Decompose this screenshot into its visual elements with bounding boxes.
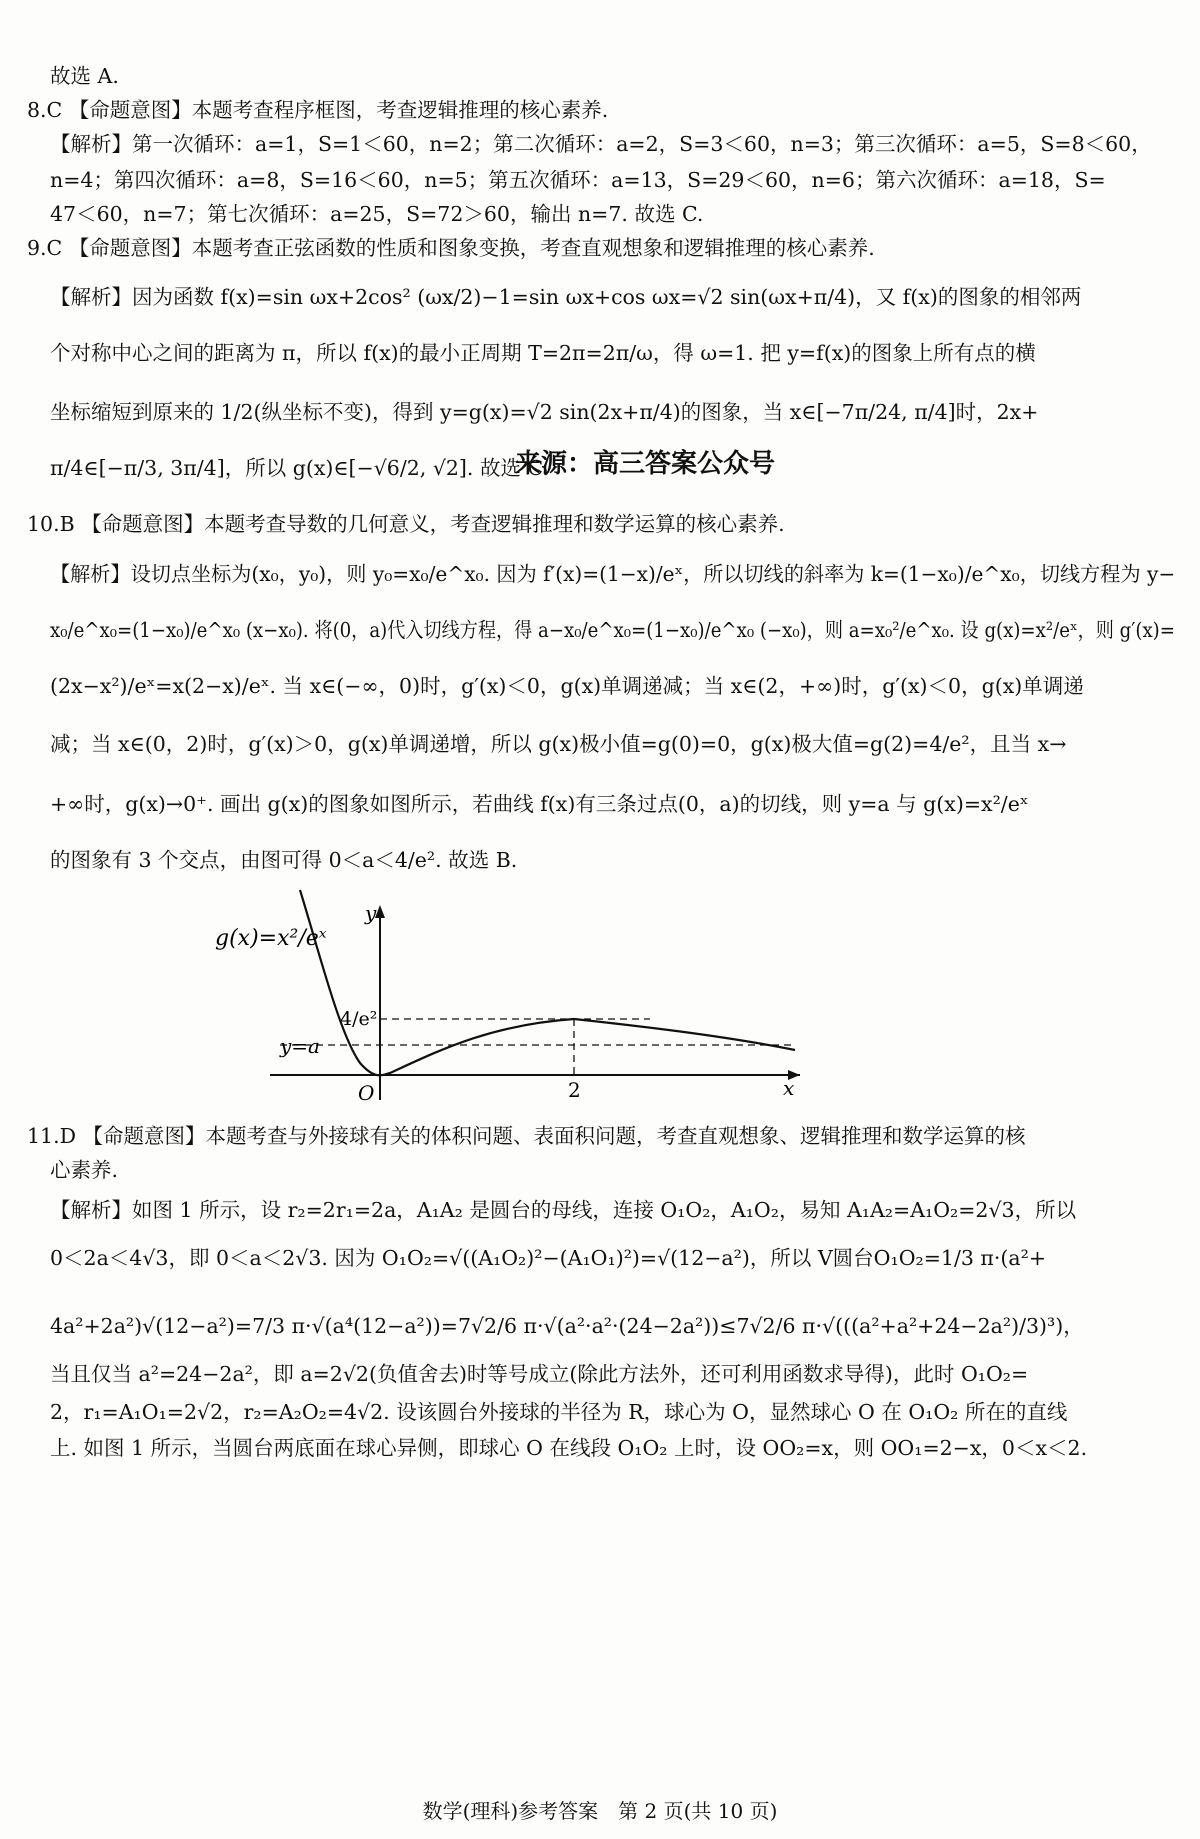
x-tick-label: 2 [568, 1078, 581, 1102]
origin-label: O [358, 1081, 375, 1105]
q11-analysis-6: 上. 如图 1 所示，当圆台两底面在球心异侧，即球心 O 在线段 O₁O₂ 上时，设 OO₂=x，则 OO₁=2−x，0＜x＜2. [50, 1436, 1088, 1460]
q10-analysis-5: +∞时，g(x)→0⁺. 画出 g(x)的图象如图所示，若曲线 f(x)有三条过点(0，a)的切线，则 y=a 与 g(x)=x²/eˣ [50, 792, 1029, 816]
q9-analysis-2: 个对称中心之间的距离为 π，所以 f(x)的最小正周期 T=2π=2π/ω，得 ω=1. 把 y=f(x)的图象上所有点的横 [50, 341, 1036, 365]
page-footer: 数学(理科)参考答案 第 2 页(共 10 页) [422, 1799, 778, 1823]
q11-header-cont: 心素养. [50, 1158, 119, 1182]
y-axis-label: y [365, 901, 377, 925]
q10-analysis-2: x₀/e^x₀=(1−x₀)/e^x₀ (x−x₀). 将(0，a)代入切线方程，得 a−x₀/e^x₀=(1−x₀)/e^x₀ (−x₀)，则 a=x₀²/e^x₀. 设 g(x)=x²/eˣ，则 g′(x)= [50, 618, 1175, 642]
text-line-1: 故选 A. [50, 64, 119, 88]
q11-analysis-1: 【解析】如图 1 所示，设 r₂=2r₁=2a，A₁A₂ 是圆台的母线，连接 O₁O₂，A₁O₂，易知 A₁A₂=A₁O₂=2√3，所以 [50, 1198, 1077, 1222]
function-graph [200, 885, 820, 1115]
q9-analysis-3: 坐标缩短到原来的 1/2(纵坐标不变)，得到 y=g(x)=√2 sin(2x+π/4)的图象，当 x∈[−7π/24, π/4]时，2x+ [50, 400, 1039, 424]
curve-label: g(x)=x²/eˣ [215, 926, 327, 951]
q11-analysis-3: 4a²+2a²)√(12−a²)=7/3 π·√(a⁴(12−a²))=7√2/6 π·√(a²·a²·(24−2a²))≤7√2/6 π·√(((a²+a²+24−2a²)/3)³)， [50, 1314, 1084, 1338]
source-watermark: 来源：高三答案公众号 [515, 449, 776, 479]
q10-analysis-3: (2x−x²)/eˣ=x(2−x)/eˣ. 当 x∈(−∞，0)时，g′(x)＜0，g(x)单调递减；当 x∈(2，+∞)时，g′(x)＜0，g(x)单调递 [50, 674, 1084, 698]
q11-header: 11.D 【命题意图】本题考查与外接球有关的体积问题、表面积问题，考查直观想象、逻辑推理和数学运算的核 [27, 1124, 1026, 1148]
q10-analysis-4: 减；当 x∈(0，2)时，g′(x)＞0，g(x)单调递增，所以 g(x)极小值=g(0)=0，g(x)极大值=g(2)=4/e²，且当 x→ [50, 732, 1067, 756]
q11-analysis-4: 当且仅当 a²=24−2a²，即 a=2√2(负值舍去)时等号成立(除此方法外，还可利用函数求导得)，此时 O₁O₂= [50, 1362, 1029, 1386]
q8-analysis-2: n=4；第四次循环：a=8，S=16＜60，n=5；第五次循环：a=13，S=29＜60，n=6；第六次循环：a=18，S= [50, 168, 1106, 192]
q10-header: 10.B 【命题意图】本题考查导数的几何意义，考查逻辑推理和数学运算的核心素养. [27, 512, 785, 536]
q11-analysis-5: 2，r₁=A₁O₁=2√2，r₂=A₂O₂=4√2. 设该圆台外接球的半径为 R，球心为 O，显然球心 O 在 O₁O₂ 所在的直线 [50, 1400, 1068, 1424]
q9-analysis-1: 【解析】因为函数 f(x)=sin ωx+2cos² (ωx/2)−1=sin ωx+cos ωx=√2 sin(ωx+π/4)，又 f(x)的图象的相邻两 [50, 285, 1082, 309]
q10-analysis-1: 【解析】设切点坐标为(x₀，y₀)，则 y₀=x₀/e^x₀. 因为 f′(x)=(1−x)/eˣ，所以切线的斜率为 k=(1−x₀)/e^x₀，切线方程为 y− [50, 562, 1176, 586]
y-axis-arrow [375, 905, 385, 918]
x-axis-label: x [783, 1076, 795, 1100]
q9-analysis-4: π/4∈[−π/3, 3π/4]，所以 g(x)∈[−√6/2, √2]. 故选 C. [50, 456, 549, 480]
q8-analysis-3: 47＜60，n=7；第七次循环：a=25，S=72＞60，输出 n=7. 故选 C. [50, 202, 704, 226]
line-label: y=a [280, 1034, 320, 1058]
q11-analysis-2: 0＜2a＜4√3，即 0＜a＜2√3. 因为 O₁O₂=√((A₁O₂)²−(A₁O₁)²)=√(12−a²)，所以 V圆台O₁O₂=1/3 π·(a²+ [50, 1246, 1047, 1270]
max-label: 4/e² [340, 1008, 378, 1030]
q8-analysis-1: 【解析】第一次循环：a=1，S=1＜60，n=2；第二次循环：a=2，S=3＜60，n=3；第三次循环：a=5，S=8＜60， [50, 132, 1152, 156]
q9-header: 9.C 【命题意图】本题考查正弦函数的性质和图象变换，考查直观想象和逻辑推理的核心素养. [27, 236, 875, 260]
q8-header: 8.C 【命题意图】本题考查程序框图，考查逻辑推理的核心素养. [27, 98, 609, 122]
q10-analysis-6: 的图象有 3 个交点，由图可得 0＜a＜4/e². 故选 B. [50, 848, 518, 872]
